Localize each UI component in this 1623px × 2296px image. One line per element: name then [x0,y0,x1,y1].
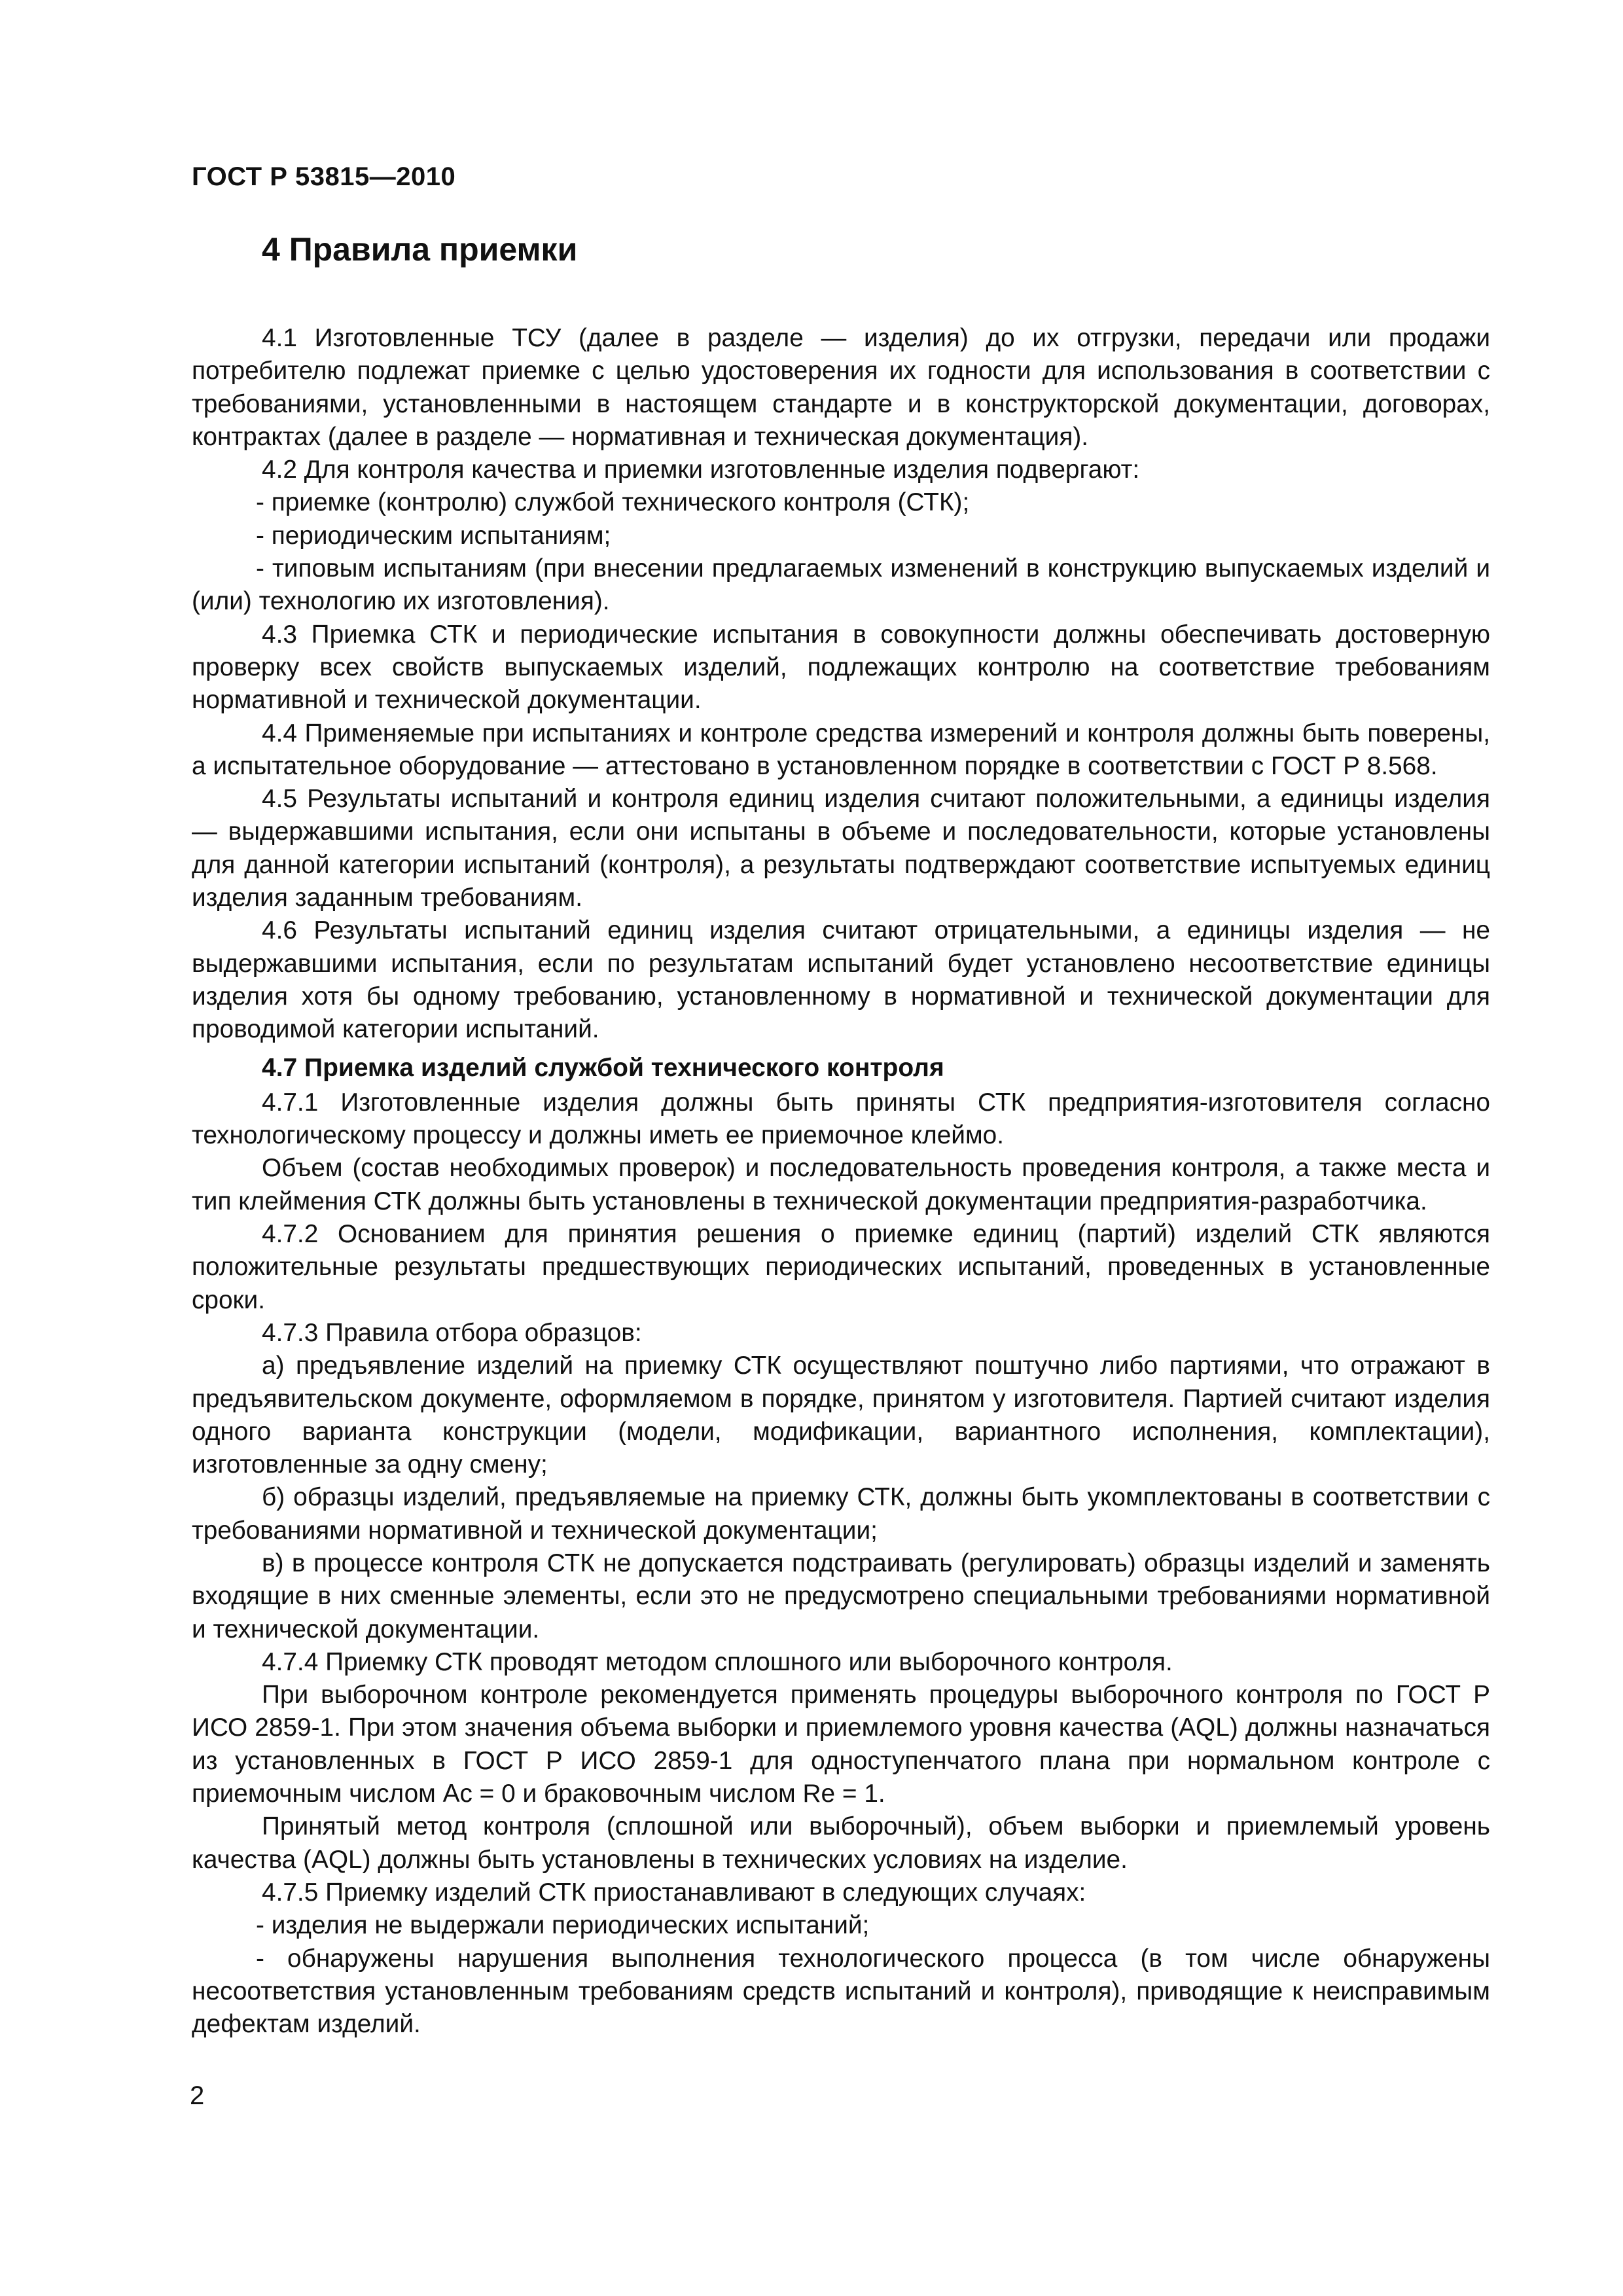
document-code-header: ГОСТ Р 53815—2010 [192,162,456,191]
subsection-title: 4.7 Приемка изделий службой технического контроля [262,1053,944,1082]
list-item: - обнаружены нарушения выполнения технологического процесса (в том числе обнаружены несоответствия установленным требованиям средств испытаний и контроля), приводящие к неисправимым дефектам изделий. [192,1944,1490,2039]
paragraph-4-4: 4.4 Применяемые при испытаниях и контроле средства измерений и контроля должны быть поверены, а испытательное оборудование — аттестовано в установленном порядке в соответствии с ГОСТ Р 8.568. [192,719,1490,780]
page-number: 2 [190,2081,205,2110]
list-item: - приемке (контролю) службой технического контроля (СТК); [256,488,970,517]
list-item: - периодическим испытаниям; [256,521,611,550]
document-body [192,322,1490,2041]
list-item: - типовым испытаниям (при внесении предлагаемых изменений в конструкцию выпускаемых изделий и (или) технологию их изготовления). [192,554,1490,616]
list-item-b: б) образцы изделий, предъявляемые на приемку СТК, должны быть укомплектованы в соответствии с требованиями нормативной и технической документации; [192,1483,1490,1545]
list-item: - изделия не выдержали периодических испытаний; [256,1911,870,1940]
paragraph: При выборочном контроле рекомендуется применять процедуры выборочного контроля по ГОСТ Р ИСО 2859-1. При этом значения объема выборки и приемлемого уровня качества (AQL) должны назначаться из установленных в ГОСТ Р ИСО 2859-1 для одноступенчатого плана при нормальном контроле с приемочным числом Ac = 0 и браковочным числом Re = 1. [192,1681,1490,1808]
list-item-a: а) предъявление изделий на приемку СТК осуществляют поштучно либо партиями, что отражают в предъявительском документе, оформляемом в порядке, принятом у изготовителя. Партией считают изделия одного варианта конструкции (модели, модификации, вариантного исполнения, комплектации), изготовленные за одну смену; [192,1352,1490,1479]
paragraph-4-7-3: 4.7.3 Правила отбора образцов: [262,1318,642,1347]
list-item-v: в) в процессе контроля СТК не допускается подстраивать (регулировать) образцы изделий и заменять входящие в них сменные элементы, если это не предусмотрено специальными требованиями нормативной и технической документации. [192,1549,1490,1643]
paragraph-4-6: 4.6 Результаты испытаний единиц изделия считают отрицательными, а единицы изделия — не выдержавшими испытания, если по результатам испытаний будет установлено несоответствие единицы изделия хотя бы одному требованию, установленному в нормативной и технической документации для проводимой категории испытаний. [192,916,1490,1044]
paragraph-4-7-5: 4.7.5 Приемку изделий СТК приостанавливают в следующих случаях: [262,1878,1086,1907]
paragraph-4-1: 4.1 Изготовленные ТСУ (далее в разделе — изделия) до их отгрузки, передачи или продажи потребителю подлежат приемке с целью удостоверения их годности для использования в соответствии с требованиями, установленными в настоящем стандарте и в конструкторской документации, договорах, контрактах (далее в разделе — нормативная и техническая документация). [192,324,1490,451]
paragraph-4-2: 4.2 Для контроля качества и приемки изготовленные изделия подвергают: [262,456,1140,484]
paragraph-4-7-2: 4.7.2 Основанием для принятия решения о приемке единиц (партий) изделий СТК являются положительные результаты предшествующих периодических испытаний, проведенных в установленные сроки. [192,1220,1490,1314]
paragraph: Принятый метод контроля (сплошной или выборочный), объем выборки и приемлемый уровень качества (AQL) должны быть установлены в технических условиях на изделие. [192,1812,1490,1874]
section-title: 4 Правила приемки [262,231,578,268]
paragraph-4-7-1: 4.7.1 Изготовленные изделия должны быть приняты СТК предприятия-изготовителя согласно технологическому процессу и должны иметь ее приемочное клеймо. [192,1088,1490,1150]
paragraph-4-3: 4.3 Приемка СТК и периодические испытания в совокупности должны обеспечивать достоверную проверку всех свойств выпускаемых изделий, подлежащих контролю на соответствие требованиям нормативной и технической документации. [192,620,1490,715]
paragraph-4-7-4: 4.7.4 Приемку СТК проводят методом сплошного или выборочного контроля. [262,1647,1173,1676]
paragraph: Объем (состав необходимых проверок) и последовательность проведения контроля, а также места и тип клеймения СТК должны быть установлены в технической документации предприятия-разработчика. [192,1154,1490,1215]
paragraph-4-5: 4.5 Результаты испытаний и контроля единиц изделия считают положительными, а единицы изделия — выдержавшими испытания, если они испытаны в объеме и последовательности, которые установлены для данной категории испытаний (контроля), а результаты подтверждают соответствие испытуемых единиц изделия заданным требованиям. [192,785,1490,912]
